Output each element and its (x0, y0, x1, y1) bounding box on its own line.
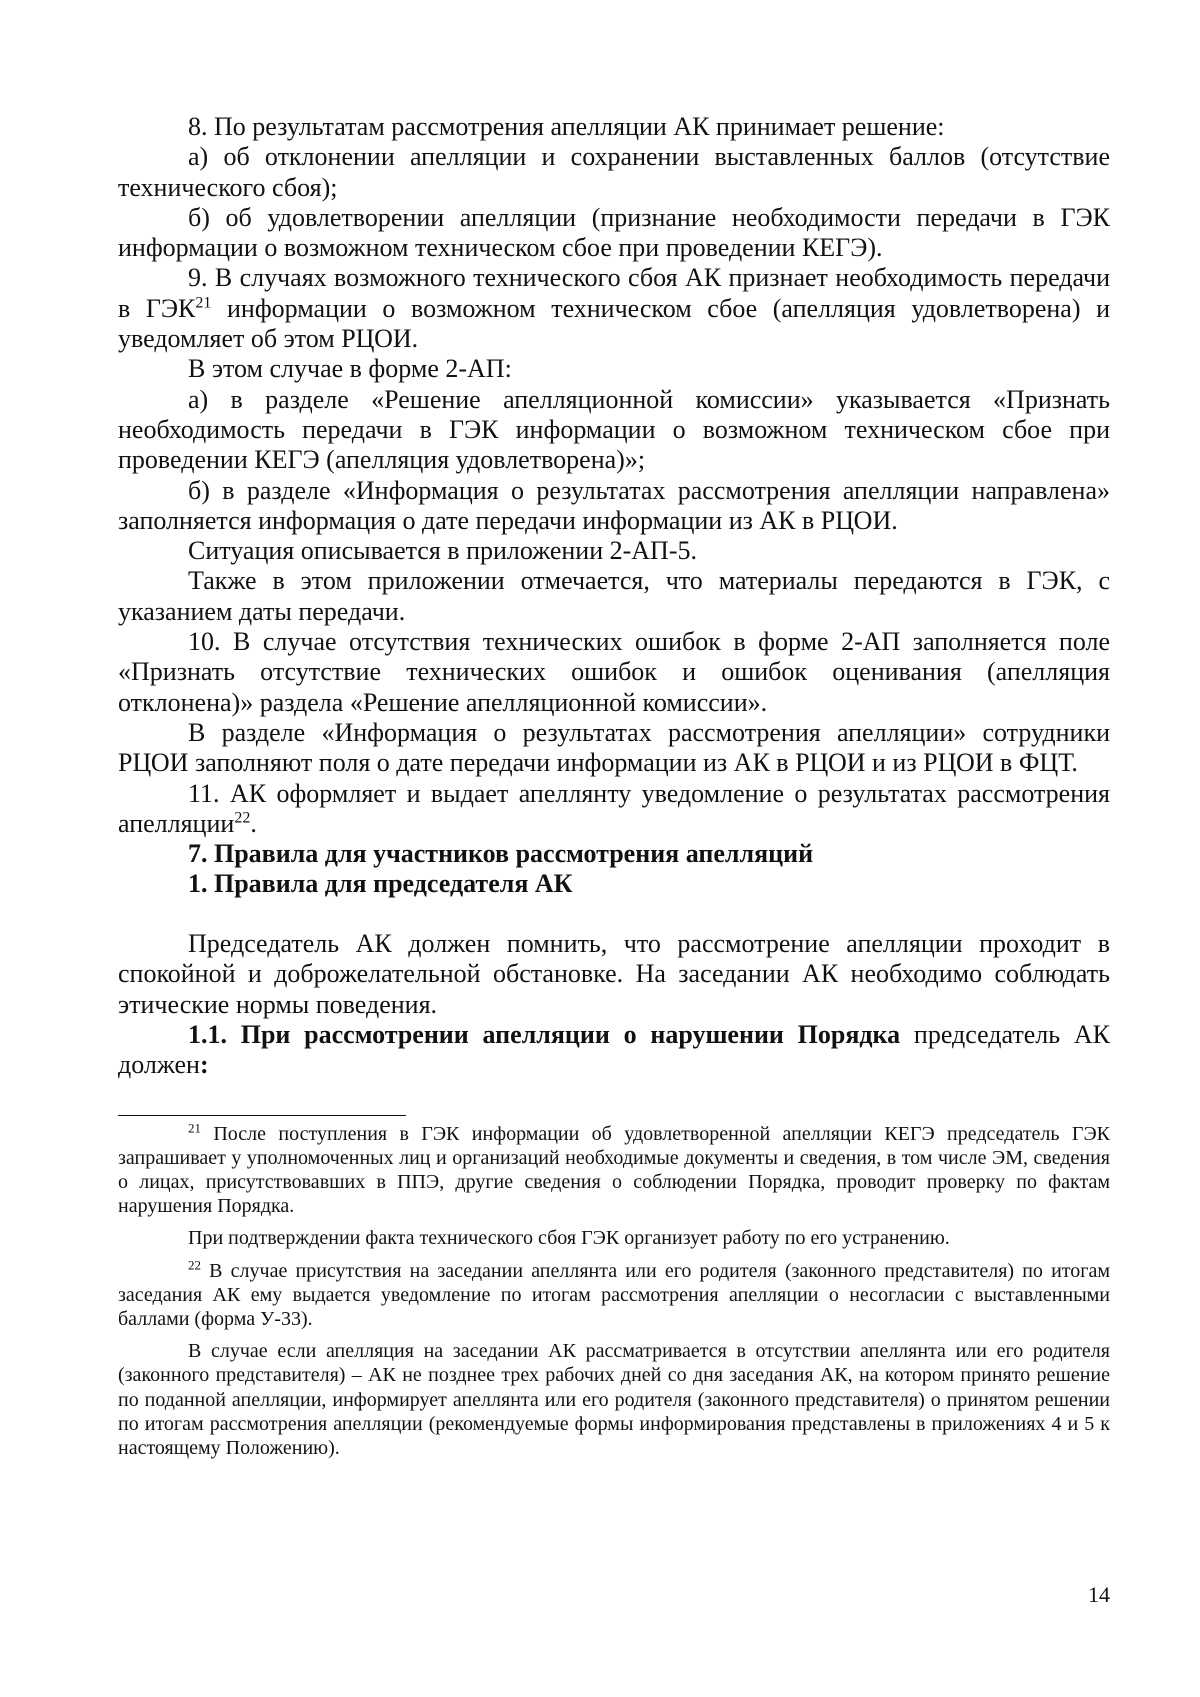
section-heading-7: 7. Правила для участников рассмотрения апелляций (188, 839, 814, 869)
paragraph-1-1 (118, 1020, 1110, 1081)
footnote-separator (118, 1115, 406, 1116)
paragraph-8a: а) об отклонении апелляции и сохранении выставленных баллов (отсутствие технического сбоя); (118, 142, 1110, 202)
paragraph-10-info: В разделе «Информация о результатах рассмотрения апелляции» сотрудники РЦОИ заполняют поля о дате передачи информации из АК в РЦОИ и из РЦОИ в ФЦТ. (118, 717, 1110, 778)
footnote-21-continued: При подтверждении факта технического сбоя ГЭК организует работу по его устранению. (188, 1227, 950, 1250)
paragraph-11 (118, 779, 1110, 840)
paragraph-9b: б) в разделе «Информация о результатах рассмотрения апелляции направлена» заполняется информация о дате передачи информации из АК в РЦОИ. (118, 475, 1110, 535)
footnote-22 (118, 1256, 1110, 1332)
page-number: 14 (1088, 1582, 1110, 1607)
footnote-22-mark: 22 (188, 1256, 201, 1272)
paragraph-9a: а) в разделе «Решение апелляционной комиссии» указывается «Признать необходимость передачи в ГЭК информации о возможном техническом сбое при проведении КЕГЭ (апелляция удовлетворена)»; (118, 384, 1110, 475)
paragraph-9-end: информации о возможном техническом сбое (апелляция удовлетворена) и уведомляет об этом РЦОИ. (118, 293, 1110, 354)
footnote-21 (118, 1119, 1110, 1219)
subsection-heading-1: 1. Правила для председателя АК (188, 869, 573, 899)
footnote-21-text: После поступления в ГЭК информации об удовлетворенной апелляции КЕГЭ председатель ГЭК запрашивает у уполномоченных лиц и организаций необходимые документы и сведения, в том числе ЭМ, сведения о лицах, присутствовавших в ППЭ, другие сведения о соблюдении Порядка, проводит проверку по фактам нарушения Порядка. (118, 1122, 1110, 1218)
paragraph-9-start: 9. В случаях возможного технического сбоя АК признает необходимость передачи в ГЭК (118, 263, 1110, 323)
paragraph-9-also: Также в этом приложении отмечается, что материалы передаются в ГЭК, с указанием даты передачи. (118, 566, 1110, 626)
footnote-22-text: В случае присутствия на заседании апеллянта или его родителя (законного представителя) по итогам заседания АК ему выдается уведомление по итогам рассмотрения апелляции о несогласии с выставленными баллами (форма У-33). (118, 1259, 1110, 1331)
paragraph-9-situation: Ситуация описывается в приложении 2-АП-5. (188, 536, 697, 566)
paragraph-10: 10. В случае отсутствия технических ошибок в форме 2-АП заполняется поле «Признать отсутствие технических ошибок и ошибок оценивания (апелляция отклонена)» раздела «Решение апелляционной комиссии». (118, 627, 1110, 717)
paragraph-1-1-bold: 1.1. При рассмотрении апелляции о нарушении Порядка (188, 1020, 901, 1050)
paragraph-11-start: 11. АК оформляет и выдает апеллянту уведомление о результатах рассмотрения апелляции (118, 778, 1110, 838)
paragraph-9-form: В этом случае в форме 2-АП: (188, 354, 512, 384)
footnote-ref-22[interactable]: 22 (234, 809, 251, 827)
footnote-22-continued: В случае если апелляция на заседании АК рассматривается в отсутствии апеллянта или его родителя (законного представителя) – АК не позднее трех рабочих дней со дня заседания АК, на котором принято решение по поданной апелляции, информирует апеллянта или его родителя (законного представителя) о принятом решении по итогам рассмотрения апелляции (рекомендуемые формы информирования представлены в приложениях 4 и 5 к настоящему Положению). (118, 1340, 1110, 1460)
paragraph-8b: б) об удовлетворении апелляции (признание необходимости передачи в ГЭК информации о возможном техническом сбое при проведении КЕГЭ). (118, 202, 1110, 263)
paragraph-9 (118, 263, 1110, 354)
footnote-ref-21[interactable]: 21 (195, 294, 212, 312)
paragraph-8: 8. По результатам рассмотрения апелляции АК принимает решение: (188, 112, 945, 141)
paragraph-1-1-mid: председатель АК должен (118, 1020, 1111, 1080)
paragraph-11-end: . (250, 808, 257, 838)
footnote-21-mark: 21 (188, 1119, 201, 1135)
footnotes (118, 1119, 1110, 1461)
paragraph-chair: Председатель АК должен помнить, что рассмотрение апелляции проходит в спокойной и доброжелательной обстановке. На заседании АК необходимо соблюдать этические нормы поведения. (118, 929, 1110, 1019)
paragraph-1-1-colon: : (199, 1050, 209, 1080)
body-text (118, 112, 1110, 1081)
